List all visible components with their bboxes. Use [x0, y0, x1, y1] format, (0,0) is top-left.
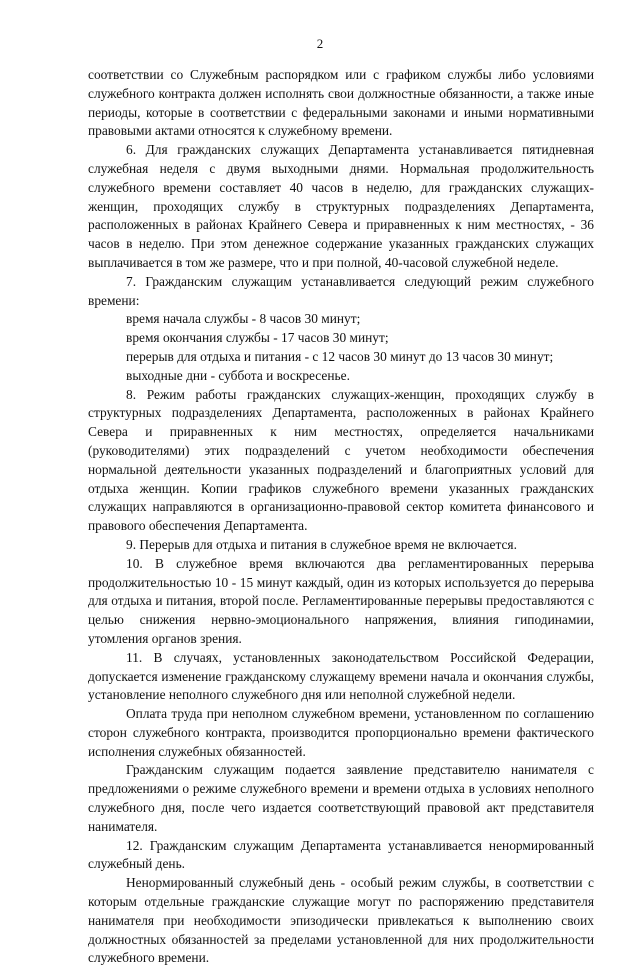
paragraph-12-irregular-day: 12. Гражданским служащим Департамента устанавливается ненормированный служебный день.	[88, 837, 594, 872]
paragraph-continuation: соответствии со Служебным распорядком или с графиком службы либо условиями служебного контракта должен исполнять свои должностные обязанности, а также иные периоды, которые в соответствии с федеральными законами и иными нормативными правовыми актами относятся к служебному времени.	[88, 67, 594, 139]
document-body	[88, 66, 594, 968]
paragraph-8-women-regime: 8. Режим работы гражданских служащих-женщин, проходящих службу в структурных подразделениях Департамента, расположенных в районах Крайнего Севера и приравненных к ним местностях, определяется начальниками (руководителями) этих подразделений с учетом необходимости обеспечения нормальной деятельности указанных подразделений и благоприятных условий для отдыха женщин. Копии графиков служебного времени указанных гражданских служащих направляются в организационно-правовой сектор комитета финансового и правового обеспечения Департамента.	[88, 386, 594, 534]
paragraph-11-schedule-change: 11. В случаях, установленных законодательством Российской Федерации, допускается изменение гражданскому служащему времени начала и окончания службы, установление неполного служебного дня или неполной служебной недели.	[88, 649, 594, 703]
page-number: 2	[316, 36, 324, 51]
schedule-start-time: время начала службы - 8 часов 30 минут;	[126, 311, 361, 327]
paragraph-part-time-application: Гражданским служащим подается заявление представителю нанимателя с предложениями о режиме служебного времени и времени отдыха в условиях неполного служебного дня, после чего издается соответствующий правовой акт представителя нанимателя.	[88, 762, 594, 834]
paragraph-7-schedule: 7. Гражданским служащим устанавливается следующий режим служебного времени:	[88, 273, 594, 308]
schedule-end-time: время окончания службы - 17 часов 30 минут;	[126, 330, 389, 346]
paragraph-6-work-week: 6. Для гражданских служащих Департамента устанавливается пятидневная служебная неделя с двумя выходными днями. Нормальная продолжительность служебного времени составляет 40 часов в неделю, для гражданских служащих-женщин, проходящих службу в структурных подразделениях Департамента, расположенных в районах Крайнего Севера и приравненных к ним местностях, - 36 часов в неделю. При этом денежное содержание указанных гражданских служащих выплачивается в том же размере, что и при полной, 40-часовой служебной неделе.	[88, 142, 594, 270]
paragraph-10-regulated-breaks: 10. В служебное время включаются два регламентированных перерыва продолжительностью 10 - 15 минут каждый, один из которых используется до перерыва для отдыха и питания, второй после. Регламентированные перерывы предоставляются с целью снижения нервно-эмоционального напряжения, влияния гиподинамии, утомления органов зрения.	[88, 555, 594, 646]
paragraph-irregular-day-definition: Ненормированный служебный день - особый режим службы, в соответствии с которым отдельные гражданские служащие могут по распоряжению представителя нанимателя при необходимости эпизодически привлекаться к выполнению своих должностных обязанностей за пределами установленной для них продолжительности служебного времени.	[88, 875, 594, 966]
paragraph-9-break-exclusion: 9. Перерыв для отдыха и питания в служебное время не включается.	[126, 536, 517, 552]
schedule-lunch-break: перерыв для отдыха и питания - с 12 часов 30 минут до 13 часов 30 минут;	[126, 348, 554, 364]
paragraph-part-time-pay: Оплата труда при неполном служебном времени, установленном по соглашению сторон служебного контракта, производится пропорционально времени фактического исполнения служебных обязанностей.	[88, 706, 594, 759]
schedule-days-off: выходные дни - суббота и воскресенье.	[126, 367, 350, 383]
